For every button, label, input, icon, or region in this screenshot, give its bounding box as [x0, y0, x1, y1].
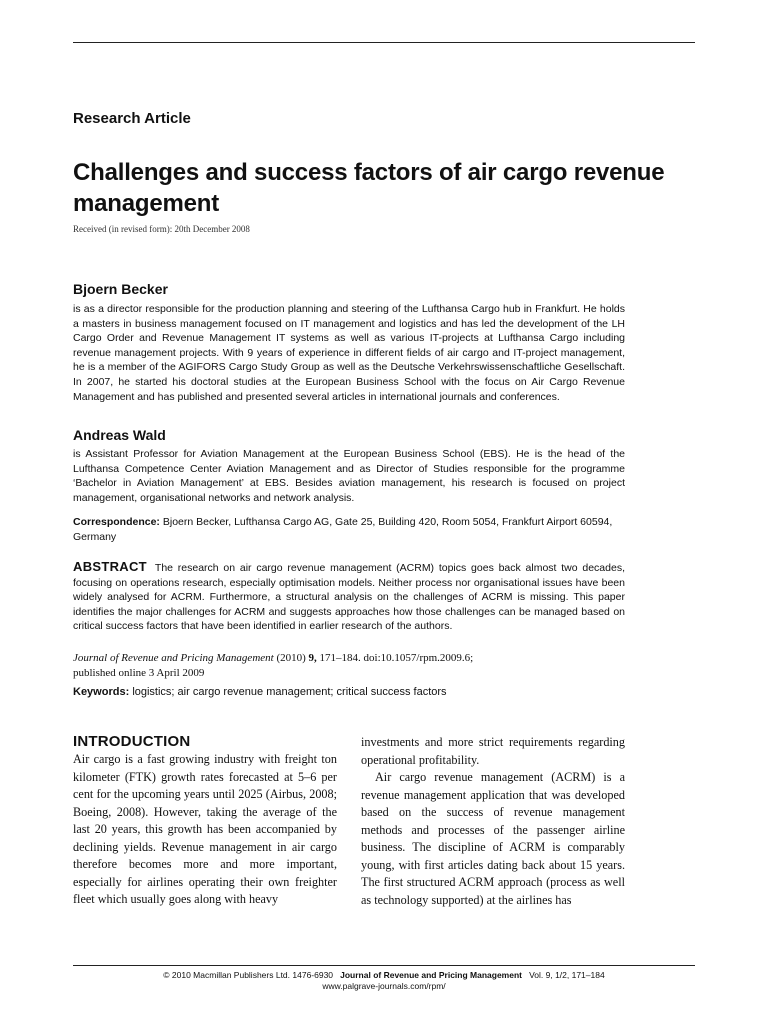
body-column-left: [73, 751, 337, 909]
footer-line: [73, 970, 695, 980]
intro-paragraph-1: Air cargo is a fast growing industry with freight ton kilometer (FTK) growth rates forecasted at 5–6 per cent for the upcoming years until 2025 (Airbus, 2008; Boeing, 2008). However, taking the average of the last 20 years, this growth has been accompanied by declining yields. Revenue management in air cargo therefore becomes more and more important, especially for airlines operating their own freighter fleet which usually goes along with heavy: [73, 752, 337, 906]
keywords-text: logistics; air cargo revenue management; critical success factors: [132, 686, 447, 698]
correspondence-label: Correspondence:: [73, 516, 160, 528]
citation-pages-doi: 171–184. doi:10.1057/rpm.2009.6;: [319, 652, 474, 664]
keywords: [73, 686, 447, 698]
header-rule: [73, 42, 695, 43]
footer-copyright: © 2010 Macmillan Publishers Ltd. 1476-6930: [163, 970, 334, 980]
citation-journal: Journal of Revenue and Pricing Management: [73, 652, 274, 664]
footer-journal: Journal of Revenue and Pricing Management: [340, 970, 522, 980]
abstract-heading: ABSTRACT: [73, 559, 147, 574]
citation-published: published online 3 April 2009: [73, 666, 205, 679]
footer-url[interactable]: www.palgrave-journals.com/rpm/: [322, 981, 446, 991]
keywords-label: Keywords:: [73, 686, 130, 698]
correspondence-text: Bjoern Becker, Lufthansa Cargo AG, Gate 25, Building 420, Room 5054, Frankfurt Airport 60594, Germany: [73, 516, 613, 543]
footer-volume: Vol. 9, 1/2, 171–184: [529, 970, 605, 980]
introduction-heading: INTRODUCTION: [73, 733, 191, 750]
author-name-1: Bjoern Becker: [73, 281, 168, 297]
section-label: Research Article: [73, 110, 191, 127]
article-title: Challenges and success factors of air cargo revenue management: [73, 159, 665, 217]
author-bio-1: is as a director responsible for the production planning and steering of the Lufthansa Cargo hub in Frankfurt. He holds a masters in business management focused on IT management and logistics and has led the development of the LH Cargo Order and Revenue Management IT systems as well as various IT-projects at Lufthansa Cargo including revenue management projects. With 9 years of experience in different fields of air cargo and IT-project management, he is a member of the AGIFORS Cargo Study Group as well as the Deutsche Verkehrswissenschaftliche Gesellschaft. In 2007, he started his doctoral studies at the European Business School with the focus on Air Cargo Revenue Management and has published and presented several articles in international journals and conferences.: [73, 303, 625, 403]
citation: [73, 651, 625, 680]
abstract: [73, 560, 625, 634]
received-date: Received (in revised form): 20th December 2008: [73, 224, 250, 234]
author-name-2: Andreas Wald: [73, 427, 166, 443]
author-bio-2: is Assistant Professor for Aviation Management at the European Business School (EBS). He is the head of the Lufthansa Competence Center Aviation Management and as Director of Studies responsible for the programme ‘Bachelor in Aviation Management’ at EBS. Besides aviation management, his research is focused on project management, organisational networks and network analysis.: [73, 448, 625, 504]
intro-paragraph-2: Air cargo revenue management (ACRM) is a revenue management application that was developed based on the success of revenue management methods and processes of the passenger airline business. The discipline of ACRM is comparably young, with first articles dating back about 15 years. The first structured ACRM approach (process as well as technology supported) at the airlines has: [361, 770, 625, 907]
footer-rule: [73, 965, 695, 966]
citation-year: (2010): [276, 652, 306, 664]
intro-paragraph-1-continued: investments and more strict requirements regarding operational profitability.: [361, 735, 625, 767]
citation-volume: 9,: [308, 652, 317, 664]
body-column-right: [361, 734, 625, 909]
correspondence: [73, 515, 625, 544]
abstract-text: The research on air cargo revenue management (ACRM) topics goes back almost two decades, focusing on operations research, especially optimisation models. Neither process nor organisational issues have been widely analysed for ACRM. Furthermore, a structural analysis on the challenges of ACRM is missing. This paper identifies the major challenges for ACRM and suggests approaches how those challenges can be managed based on critical success factors that have been identified in earlier research of the authors.: [73, 562, 625, 633]
